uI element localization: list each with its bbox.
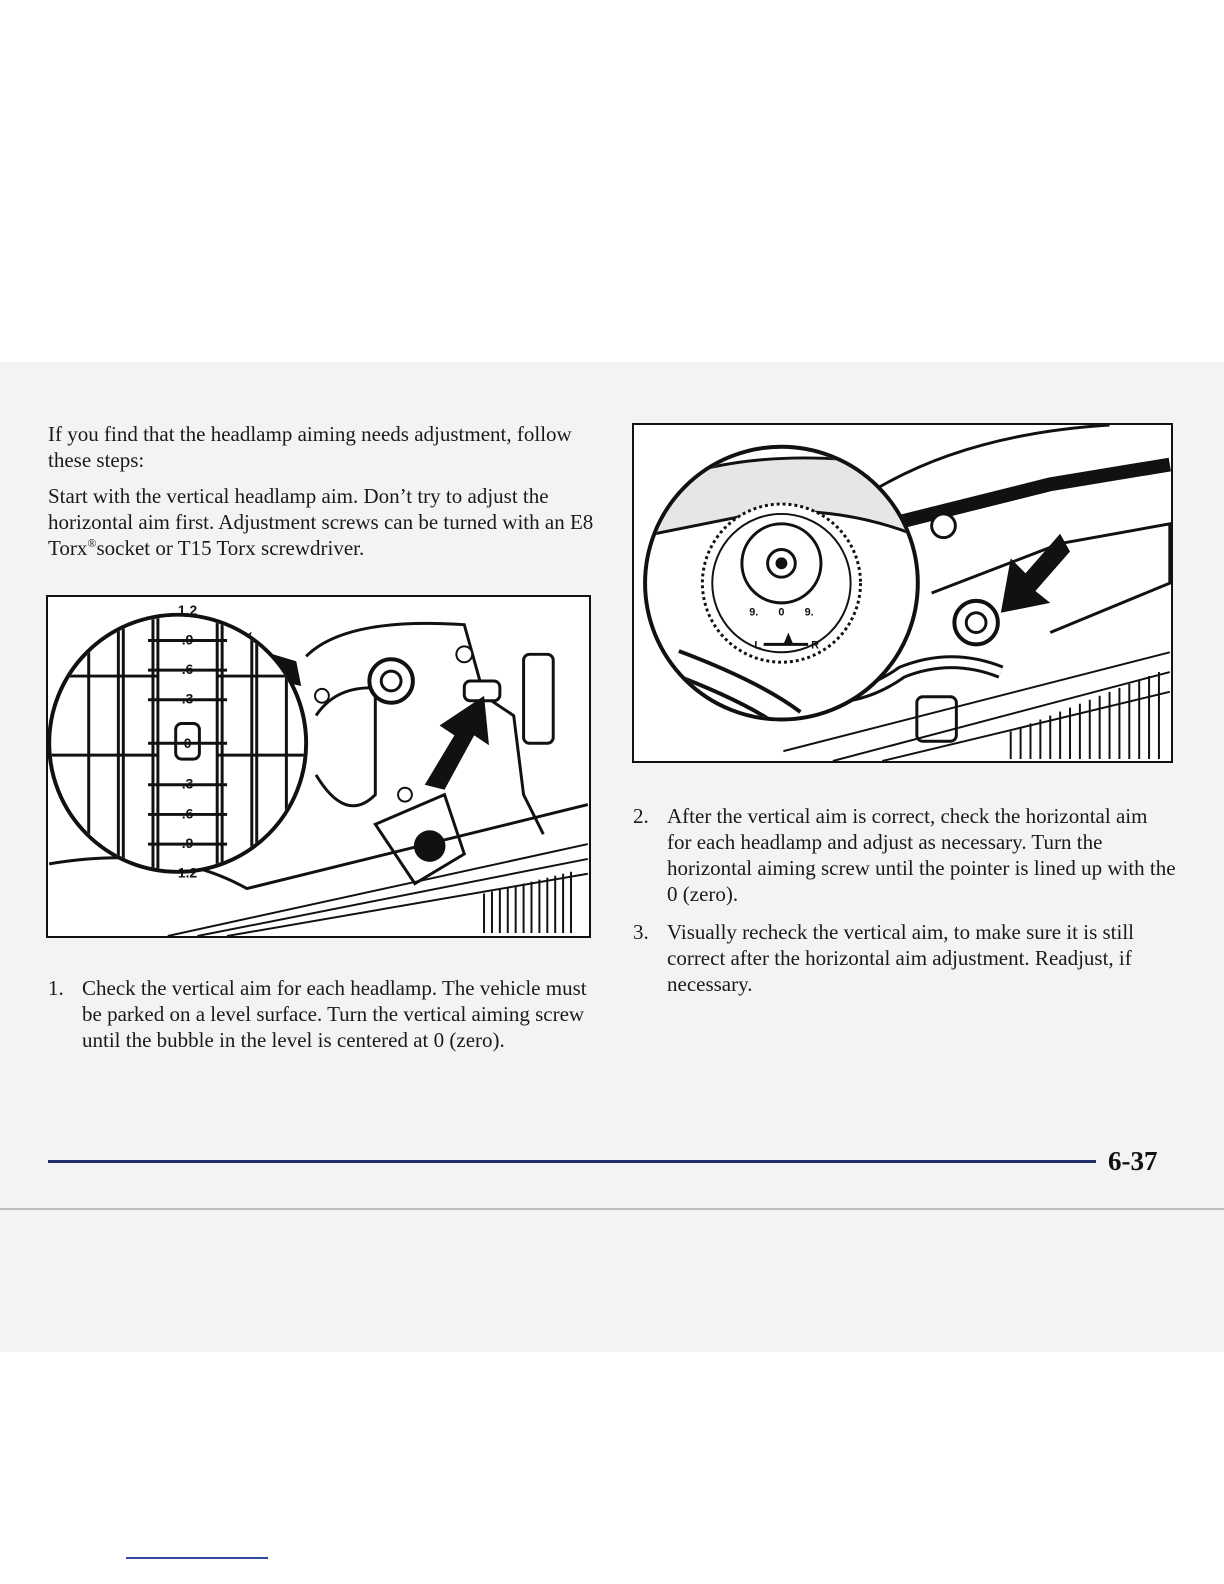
step-number: 3. [633,920,649,944]
bottom-link-underline [126,1557,268,1559]
scale-label-top-1-2: 1.2 [177,601,198,618]
start-paragraph [48,483,603,561]
scale-label-bottom-0-6: .6 [181,805,194,822]
footer-rule [48,1160,1096,1163]
vertical-aim-illustration [46,595,591,938]
scale-label-top-0-9: .9 [181,631,194,648]
dial-letter-r: R [811,639,819,652]
step-text: Visually recheck the vertical aim, to make sure it is still correct after the horizontal aim adjustment. Readjust, if necessary. [667,920,1135,996]
page-number: 6-37 [1108,1146,1158,1176]
scale-label-zero: 0 [183,735,192,752]
band-bottom-edge [0,1208,1224,1210]
scale-label-bottom-0-9: .9 [181,835,194,852]
scale-label-top-0-6: .6 [181,661,194,678]
vertical-aim-drawing [48,597,589,936]
dial-letter-l: L [754,639,762,652]
step-text: Check the vertical aim for each headlamp. The vehicle must be parked on a level surface. Turn the vertical aiming screw until the bubble in the level is centered at 0 (zero). [82,976,587,1052]
horizontal-aim-drawing [634,425,1171,761]
dial-label-left: 9. [749,606,759,619]
start-text-b: socket or T15 Torx screwdriver. [96,536,365,560]
start-text-a: Start with the vertical headlamp aim. Don’t try to adjust the horizontal aim first. Adjustment screws can be turned with an E8 Torx [48,484,594,560]
step-text: After the vertical aim is correct, check the horizontal aim for each headlamp and adjust as necessary. Turn the horizontal aiming screw until the pointer is lined up with the 0 (zero). [667,804,1176,906]
horizontal-aim-illustration [632,423,1173,763]
dial-label-zero: 0 [778,606,785,619]
scale-label-top-0-3: .3 [181,690,194,707]
step-number: 2. [633,804,649,828]
step-number: 1. [48,976,64,1000]
scale-label-bottom-0-3: .3 [181,775,194,792]
registered-mark: ® [87,536,97,550]
dial-label-right: 9. [804,606,814,619]
intro-paragraph: If you find that the headlamp aiming needs adjustment, follow these steps: [48,422,572,472]
scale-label-bottom-1-2: 1.2 [177,864,198,881]
